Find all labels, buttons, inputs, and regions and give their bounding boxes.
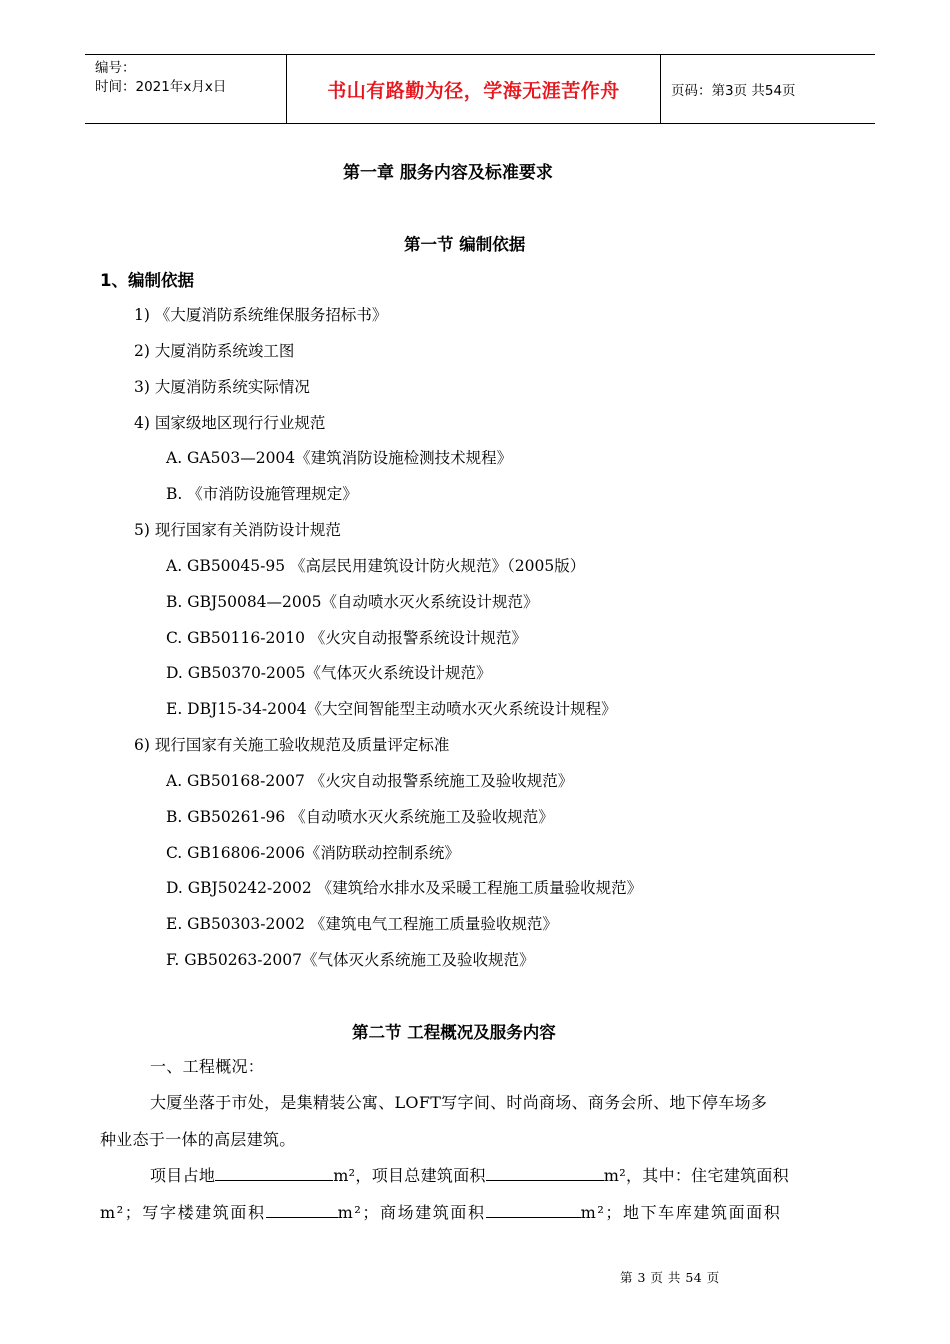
list-item: B. 《市消防设施管理规定》 (166, 485, 358, 503)
list-item: 1) 《大厦消防系统维保服务招标书》 (134, 306, 388, 324)
list-item: D. GB50370-2005《气体灭火系统设计规范》 (166, 664, 492, 682)
fill-in-blank[interactable] (215, 1164, 333, 1181)
list-item: C. GB50116-2010 《火灾自动报警系统设计规范》 (166, 629, 527, 647)
list-item: 2) 大厦消防系统竣工图 (134, 342, 295, 360)
list-item: C. GB16806-2006《消防联动控制系统》 (166, 844, 460, 862)
page-header (85, 54, 875, 124)
list-item: E. DBJ15-34-2004《大空间智能型主动喷水灭火系统设计规程》 (166, 700, 617, 718)
header-page-info: 页码：第3页 共54页 (671, 83, 796, 99)
text-segment: m²，项目总建筑面积 (333, 1166, 486, 1185)
list-item: B. GBJ50084—2005《自动喷水灭火系统设计规范》 (166, 593, 539, 611)
section2-title: 第二节 工程概况及服务内容 (352, 1023, 556, 1042)
list-item: 4) 国家级地区现行行业规范 (134, 414, 326, 432)
header-meta (85, 55, 287, 123)
list-item: 6) 现行国家有关施工验收规范及质量评定标准 (134, 736, 450, 754)
list-item: A. GB50045-95 《高层民用建筑设计防火规范》（2005版） (166, 557, 586, 575)
header-motto: 书山有路勤为径，学海无涯苦作舟 (287, 55, 661, 123)
section1-title: 第一节 编制依据 (404, 235, 526, 254)
section2-sub-heading: 一、工程概况： (150, 1057, 265, 1076)
header-time-label: 时间：2021年x月x日 (95, 79, 227, 95)
paragraph-line: 种业态于一体的高层建筑。 (100, 1130, 296, 1149)
page-footer: 第 3 页 共 54 页 (620, 1270, 720, 1285)
list-item: E. GB50303-2002 《建筑电气工程施工质量验收规范》 (166, 915, 558, 933)
text-segment: m²；写字楼建筑面积 (100, 1203, 266, 1222)
fill-in-blank[interactable] (486, 1164, 604, 1181)
text-segment: m²，其中：住宅建筑面积 (603, 1166, 789, 1185)
paragraph-line (150, 1163, 789, 1186)
paragraph-line (100, 1200, 781, 1223)
fill-in-blank[interactable] (486, 1201, 581, 1218)
list-item: 5) 现行国家有关消防设计规范 (134, 521, 341, 539)
paragraph-line: 大厦坐落于市处，是集精装公寓、LOFT写字间、时尚商场、商务会所、地下停车场多 (150, 1093, 768, 1112)
header-number-label: 编号： (95, 60, 136, 76)
list-item: B. GB50261-96 《自动喷水灭火系统施工及验收规范》 (166, 808, 554, 826)
chapter-title: 第一章 服务内容及标准要求 (343, 163, 553, 183)
text-segment: 项目占地 (150, 1166, 216, 1185)
list-item: D. GBJ50242-2002 《建筑给水排水及采暖工程施工质量验收规范》 (166, 879, 643, 897)
list-item: 3) 大厦消防系统实际情况 (134, 378, 310, 396)
list-item: A. GA503—2004《建筑消防设施检测技术规程》 (166, 449, 513, 467)
fill-in-blank[interactable] (266, 1201, 338, 1218)
text-segment: m²；地下车库建筑面面积 (580, 1203, 782, 1222)
text-segment: m²；商场建筑面积 (337, 1203, 486, 1222)
list-item: A. GB50168-2007 《火灾自动报警系统施工及验收规范》 (166, 772, 574, 790)
section1-heading: 1、编制依据 (100, 271, 194, 290)
list-item: F. GB50263-2007《气体灭火系统施工及验收规范》 (166, 951, 535, 969)
